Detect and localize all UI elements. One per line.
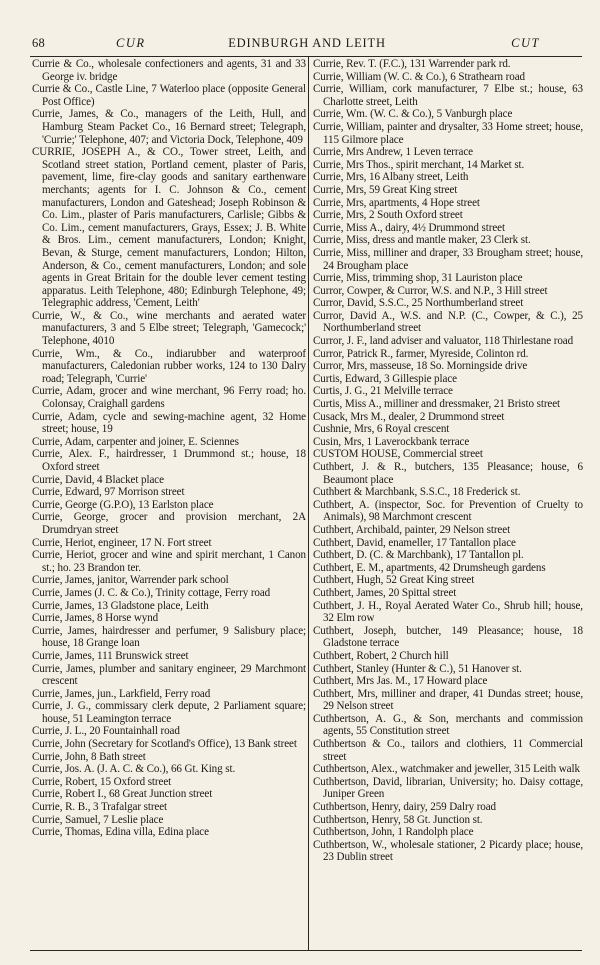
directory-entry: Currie, W., & Co., wine merchants and aerated water manufacturers, 3 and 5 Elbe street; Telegraph, 'Gamecock;' Telephone, 4010 <box>32 309 306 348</box>
directory-entry: Curror, Patrick R., farmer, Myreside, Colinton rd. <box>313 347 529 360</box>
directory-entry: Currie, James, 111 Brunswick street <box>32 649 189 662</box>
directory-entry: Currie, Mrs Andrew, 1 Leven terrace <box>313 146 473 159</box>
directory-entry: Currie, James, & Co., managers of the Leith, Hull, and Hamburg Steam Packet Co., 16 Bernard street; Telegraph, 'Currie;' Telephone, 407; and Victoria Dock, Telephone, 409 <box>32 108 306 146</box>
directory-entry: Currie, Adam, carpenter and joiner, E. Sciennes <box>32 435 239 448</box>
directory-entry: Currie, Robert I., 68 Great Junction street <box>32 788 213 801</box>
directory-entry: CUSTOM HOUSE, Commercial street <box>313 448 483 461</box>
directory-entry: Cuthbert, Robert, 2 Church hill <box>313 649 449 662</box>
directory-entry: Curror, Cowper, & Curror, W.S. and N.P., 3 Hill street <box>313 284 548 297</box>
header-rule <box>30 56 582 57</box>
directory-entry: Currie, Edward, 97 Morrison street <box>32 486 185 499</box>
directory-entry: Cuthbert & Marchbank, S.S.C., 18 Frederick st. <box>313 486 521 499</box>
directory-entry: Currie, R. B., 3 Trafalgar street <box>32 801 168 814</box>
directory-entry: Currie, James, hairdresser and perfumer, 9 Salisbury place; house, 18 Grange loan <box>32 624 306 650</box>
directory-entry: CURRIE, JOSEPH A., & CO., Tower street, Leith, and Scotland street station, Portland cement, plaster of Paris, pavement, lime, fire-clay goods and sanitary earthenware merchants; agents for I. C. Johnson & Co., cement manufacturers, London and Gateshead; Joseph Robinson & Co. Lim., plaster of Paris manufacturers, Carlisle; Gibbs & Co. Lim., cement manufacturers, Grays, Essex; J. B. White & Bros. Lim., cement manufacturers, London; Knight, Bevan, & Sturge, cement manufacturers, London; Hilton, Anderson, & Co., cement manufacturers, London; and sole agents in Great Britain for the double lever cement testing apparatus. Leith Telephone, 480; Edinburgh Telephone, 49; Telegraphic address, 'Cement, Leith' <box>32 146 306 310</box>
directory-entry: Currie, Heriot, engineer, 17 N. Fort street <box>32 536 212 549</box>
directory-entry: Cuthbert, Joseph, butcher, 149 Pleasance; house, 18 Gladstone terrace <box>313 624 583 650</box>
page-header <box>32 36 582 52</box>
directory-entry: Currie, James, janitor, Warrender park school <box>32 574 229 587</box>
directory-entry: Cuthbertson, David, librarian, University; ho. Daisy cottage, Juniper Green <box>313 775 583 801</box>
directory-entry: Currie, John (Secretary for Scotland's Office), 13 Bank street <box>32 738 297 751</box>
page-number: 68 <box>32 36 46 50</box>
directory-entry: Cuthbert, Mrs, milliner and draper, 41 Dundas street; house, 29 Nelson street <box>313 687 583 713</box>
right-guide-word: CUT <box>511 36 540 50</box>
directory-entry: Currie, J. G., commissary clerk depute, 2 Parliament square; house, 51 Leamington terrace <box>32 700 306 725</box>
directory-entry: Currie, James, plumber and sanitary engineer, 29 Marchmont crescent <box>32 662 306 688</box>
directory-entry: Currie, Adam, grocer and wine merchant, 96 Ferry road; ho. Colonsay, Craighall gardens <box>32 385 306 411</box>
directory-entry: Currie, Mrs, apartments, 4 Hope street <box>313 196 480 209</box>
directory-entry: Currie, Miss, milliner and draper, 33 Brougham street; house, 24 Brougham place <box>313 246 583 272</box>
directory-entry: Cuthbertson, W., wholesale stationer, 2 Picardy place; house, 23 Dublin street <box>313 838 583 864</box>
directory-entry: Currie, Rev. T. (F.C.), 131 Warrender park rd. <box>313 58 511 70</box>
directory-entry: Currie, Adam, cycle and sewing-machine agent, 32 Home street; house, 19 <box>32 410 306 436</box>
directory-entry: Currie & Co., Castle Line, 7 Waterloo place (opposite General Post Office) <box>32 83 306 108</box>
directory-entry: Currie, James, jun., Larkfield, Ferry road <box>32 687 211 700</box>
directory-entry: Currie, Wm. (W. C. & Co.), 5 Vanburgh place <box>313 108 513 121</box>
directory-entry: Cuthbert, Mrs Jas. M., 17 Howard place <box>313 675 488 688</box>
directory-entry: Currie, John, 8 Bath street <box>32 750 146 763</box>
directory-entry: Cuthbert, A. (inspector, Soc. for Prevention of Cruelty to Animals), 98 Marchmont crescent <box>313 498 583 524</box>
directory-entry: Cuthbert, Hugh, 52 Great King street <box>313 574 475 587</box>
directory-entry: Currie, William (W. C. & Co.), 6 Strathearn road <box>313 70 525 83</box>
directory-entry: Currie, Robert, 15 Oxford street <box>32 775 172 788</box>
directory-entry: Curror, J. F., land adviser and valuator, 118 Thirlestane road <box>313 335 574 348</box>
page-title: EDINBURGH AND LEITH <box>228 36 386 50</box>
directory-entry: Currie, George (G.P.O), 13 Earlston place <box>32 498 214 511</box>
directory-entry: Currie, Mrs Thos., spirit merchant, 14 Market st. <box>313 158 525 171</box>
directory-entry: Cuthbertson, A. G., & Son, merchants and commission agents, 55 Constitution street <box>313 712 583 738</box>
directory-entry: Cuthbert, J. H., Royal Aerated Water Co., Shrub hill; house, 32 Elm row <box>313 599 583 625</box>
directory-entry: Currie, James (J. C. & Co.), Trinity cottage, Ferry road <box>32 586 271 599</box>
directory-entry: Currie, Mrs, 2 South Oxford street <box>313 209 463 222</box>
directory-entry: Currie, Samuel, 7 Leslie place <box>32 813 164 826</box>
directory-entry: Currie, David, 4 Blacket place <box>32 473 164 486</box>
directory-entry: Currie, William, cork manufacturer, 7 Elbe st.; house, 63 Charlotte street, Leith <box>313 83 583 108</box>
footer-rule <box>30 950 582 951</box>
directory-entry: Currie, J. L., 20 Fountainhall road <box>32 725 180 738</box>
directory-entry: Curtis, Miss A., milliner and dressmaker, 21 Bristo street <box>313 398 561 411</box>
directory-entry: Currie, Jos. A. (J. A. C. & Co.), 66 Gt. King st. <box>32 763 236 776</box>
directory-entry: Currie, Miss A., dairy, 4½ Drummond street <box>313 221 505 234</box>
directory-entry: Currie, Alex. F., hairdresser, 1 Drummond st.; house, 18 Oxford street <box>32 448 306 473</box>
column-divider <box>308 57 309 950</box>
directory-entry: Currie, Heriot, grocer and wine and spirit merchant, 1 Canon st.; ho. 23 Brandon ter. <box>32 549 306 574</box>
directory-entry: Cuthbertson, Alex., watchmaker and jeweller, 315 Leith walk <box>313 763 580 776</box>
directory-entry: Cuthbertson, Henry, 58 Gt. Junction st. <box>313 813 483 826</box>
directory-entry: Currie, Wm., & Co., indiarubber and waterproof manufacturers, Caledonian rubber works, 124 to 130 Dalry road; Telegraph, 'Currie' <box>32 347 306 385</box>
directory-entry: Currie, James, 13 Gladstone place, Leith <box>32 599 209 612</box>
directory-entry: Cuthbert, Archibald, painter, 29 Nelson street <box>313 523 511 536</box>
directory-entry: Cusack, Mrs M., dealer, 2 Drummond street <box>313 410 505 423</box>
directory-entry: Cuthbert, J. & R., butchers, 135 Pleasance; house, 6 Beaumont place <box>313 461 583 486</box>
directory-entry: Currie, Miss, trimming shop, 31 Lauriston place <box>313 272 523 285</box>
directory-entry: Currie, Mrs, 16 Albany street, Leith <box>313 171 469 184</box>
directory-entry: Cushnie, Mrs, 6 Royal crescent <box>313 423 450 436</box>
directory-entry: Cuthbert, James, 20 Spittal street <box>313 586 457 599</box>
directory-entry: Cuthbert, David, enameller, 17 Tantallon place <box>313 536 516 549</box>
left-guide-word: CUR <box>116 36 146 50</box>
directory-entry: Currie, James, 8 Horse wynd <box>32 612 159 625</box>
directory-entry: Cuthbert, D. (C. & Marchbank), 17 Tantallon pl. <box>313 549 524 562</box>
left-column <box>32 58 306 946</box>
directory-entry: Currie, William, painter and drysalter, 33 Home street; house, 115 Gilmore place <box>313 120 583 146</box>
right-column <box>313 58 583 946</box>
directory-entry: Currie, George, grocer and provision merchant, 2A Drumdryan street <box>32 511 306 536</box>
directory-entry: Curtis, Edward, 3 Gillespie place <box>313 372 457 385</box>
directory-entry: Curror, Mrs, masseuse, 18 So. Morningside drive <box>313 360 528 373</box>
directory-entry: Currie & Co., wholesale confectioners and agents, 31 and 33 George iv. bridge <box>32 58 306 83</box>
directory-entry: Curror, David A., W.S. and N.P. (C., Cowper, & C.), 25 Northumberland street <box>313 309 583 335</box>
directory-entry: Cuthbert, E. M., apartments, 42 Drumsheugh gardens <box>313 561 546 574</box>
directory-entry: Cuthbertson & Co., tailors and clothiers, 11 Commercial street <box>313 738 583 763</box>
directory-entry: Currie, Mrs, 59 Great King street <box>313 183 458 196</box>
directory-entry: Currie, Thomas, Edina villa, Edina place <box>32 826 209 839</box>
directory-entry: Cuthbertson, John, 1 Randolph place <box>313 826 474 839</box>
directory-entry: Cuthbertson, Henry, dairy, 259 Dalry road <box>313 801 497 814</box>
directory-entry: Curtis, J. G., 21 Melville terrace <box>313 385 453 398</box>
directory-entry: Cuthbert, Stanley (Hunter & C.), 51 Hanover st. <box>313 662 522 675</box>
directory-entry: Cusin, Mrs, 1 Laverockbank terrace <box>313 435 470 448</box>
directory-entry: Currie, Miss, dress and mantle maker, 23 Clerk st. <box>313 234 531 247</box>
directory-entry: Curror, David, S.S.C., 25 Northumberland street <box>313 297 524 310</box>
